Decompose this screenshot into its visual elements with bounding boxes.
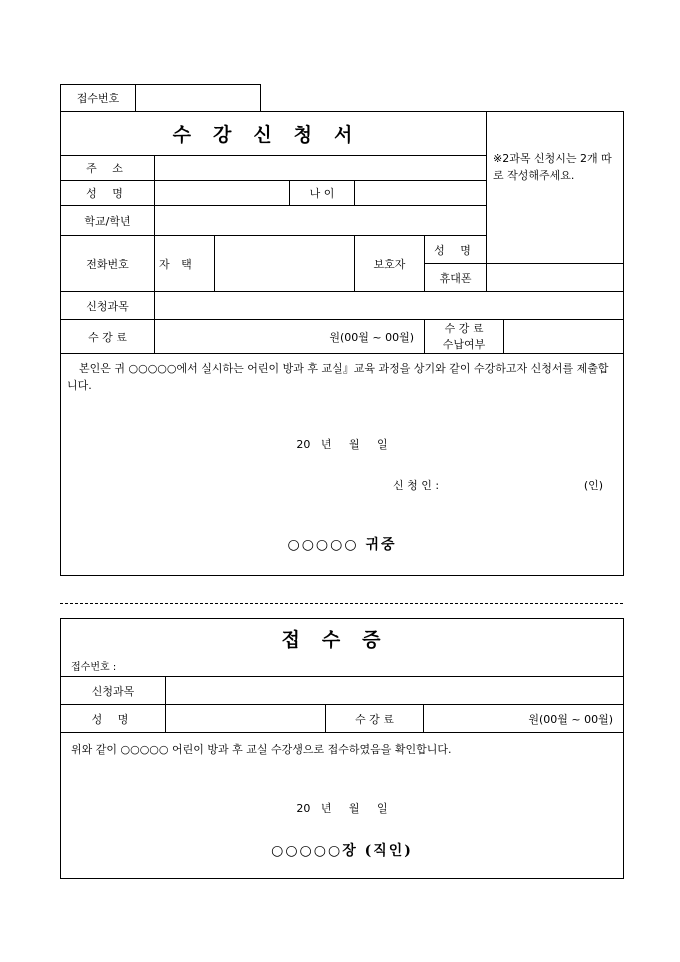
receipt-name-label: 성 명	[61, 705, 166, 733]
address-label: 주 소	[61, 156, 155, 181]
phone-label: 전화번호	[61, 236, 155, 292]
fee-paid-label-line2: 수납여부	[442, 337, 486, 351]
home-phone-label: 자 택	[155, 236, 215, 292]
receipt-header	[61, 619, 624, 677]
fee-paid-label	[425, 320, 504, 354]
receipt-statement-section	[61, 733, 624, 879]
fee-paid-label-line1: 수 강 료	[444, 321, 484, 335]
receipt-date-line: 20 년 월 일	[296, 802, 388, 815]
application-receipt-number-label: 접수번호	[61, 85, 136, 112]
guardian-name-label: 성 명	[425, 236, 487, 264]
receipt-course-input[interactable]	[166, 677, 624, 705]
application-title: 수강신청서	[61, 112, 487, 156]
fee-value: 원(00월 ~ 00월)	[155, 320, 425, 354]
application-addressee: ○○○○○ 귀중	[287, 537, 397, 553]
age-label: 나 이	[290, 181, 355, 206]
application-receipt-number-input[interactable]	[136, 85, 261, 112]
application-note: ※2과목 신청시는 2개 따로 작성해주세요.	[487, 112, 624, 264]
name-input[interactable]	[155, 181, 290, 206]
guardian-mobile-label: 휴대폰	[425, 264, 487, 292]
name-label: 성 명	[61, 181, 155, 206]
receipt-number-label: 접수번호 :	[71, 662, 117, 673]
application-statement-section	[61, 354, 624, 576]
receipt-form	[60, 618, 624, 879]
receipt-statement: 위와 같이 ○○○○○ 어린이 방과 후 교실 수강생으로 접수하였음을 확인합니다.	[71, 743, 452, 756]
receipt-name-input[interactable]	[166, 705, 326, 733]
applicant-seal-mark: (인)	[583, 479, 604, 492]
course-input[interactable]	[155, 292, 624, 320]
receipt-title: 접수증	[281, 629, 403, 651]
applicant-line	[67, 477, 617, 493]
school-grade-label: 학교/학년	[61, 206, 155, 236]
age-input[interactable]	[355, 181, 487, 206]
cut-line	[60, 603, 623, 604]
fee-label: 수 강 료	[61, 320, 155, 354]
guardian-label: 보호자	[355, 236, 425, 292]
course-label: 신청과목	[61, 292, 155, 320]
application-receipt-number-box	[60, 84, 261, 112]
receipt-issuer: ○○○○○장 (직인)	[271, 843, 413, 859]
applicant-label: 신 청 인 :	[393, 479, 440, 492]
receipt-course-label: 신청과목	[61, 677, 166, 705]
application-date-line: 20 년 월 일	[296, 438, 388, 451]
application-statement: 본인은 귀 ○○○○○에서 실시하는 어린이 방과 후 교실』교육 과정을 상기와 같이 수강하고자 신청서를 제출합니다.	[67, 362, 609, 392]
school-grade-input[interactable]	[155, 206, 487, 236]
home-phone-input[interactable]	[215, 236, 355, 292]
application-form	[60, 111, 624, 576]
receipt-fee-label: 수 강 료	[326, 705, 424, 733]
guardian-mobile-input[interactable]	[487, 264, 624, 292]
receipt-fee-value: 원(00월 ~ 00월)	[424, 705, 624, 733]
fee-paid-input[interactable]	[504, 320, 624, 354]
address-input[interactable]	[155, 156, 487, 181]
